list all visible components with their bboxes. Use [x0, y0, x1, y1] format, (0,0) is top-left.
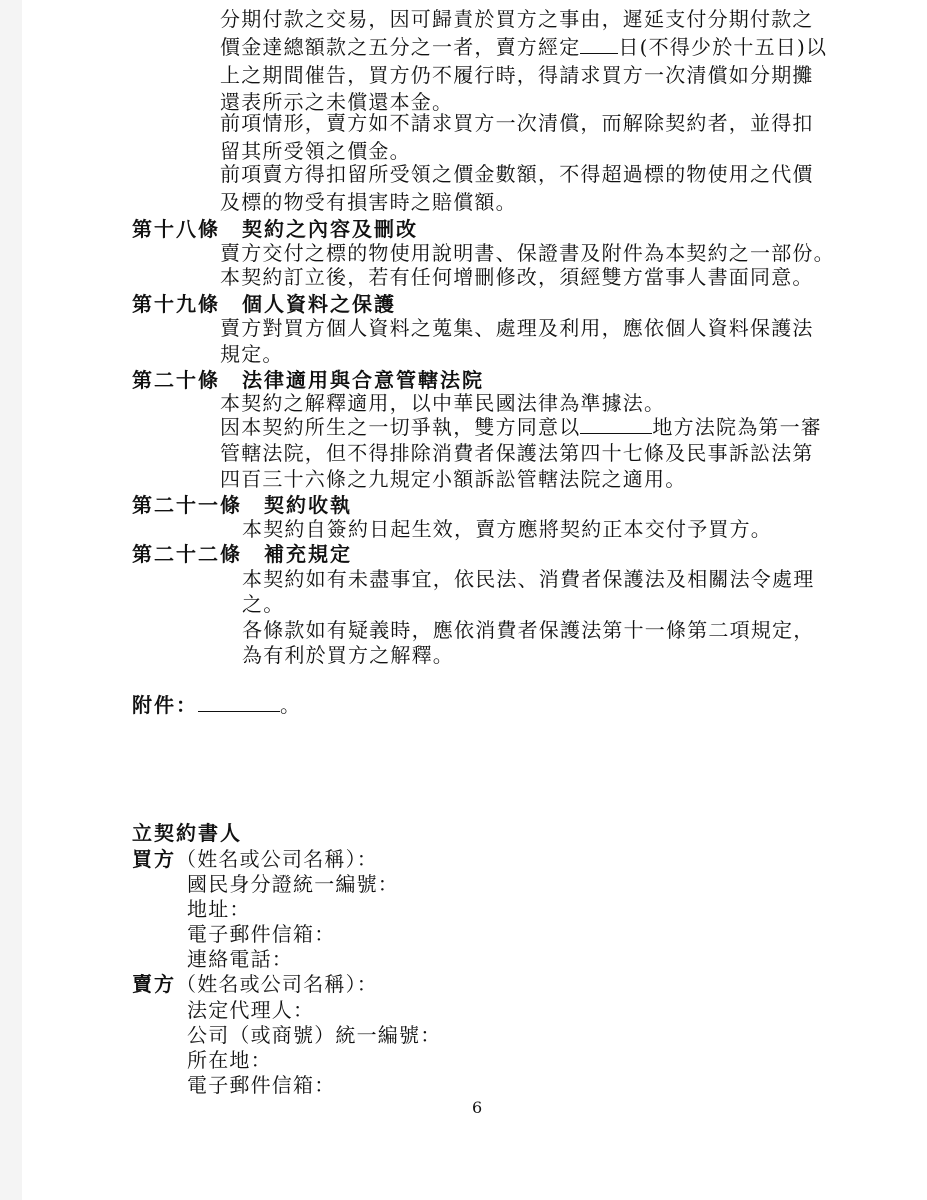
buyer-id-label: 國民身分證統一編號：	[187, 872, 399, 896]
paragraph-line: 本契約之解釋適用，以中華民國法律為準據法。	[220, 391, 666, 415]
article-20-heading: 第二十條 法律適用與合意管轄法院	[132, 368, 484, 392]
paragraph-line: 本契約訂立後，若有任何增刪修改，須經雙方當事人書面同意。	[220, 265, 814, 289]
paragraph-line: 前項賣方得扣留所受領之價金數額，不得超過標的物使用之代價	[220, 162, 814, 186]
buyer-label: 買方	[132, 847, 176, 871]
paragraph-line: 賣方交付之標的物使用說明書、保證書及附件為本契約之一部份。	[220, 241, 835, 265]
seller-id-label: 公司（或商號）統一編號：	[187, 1023, 442, 1047]
seller-line	[132, 971, 378, 997]
buyer-address-label: 地址：	[187, 897, 251, 921]
paragraph-line: 各條款如有疑義時，應依消費者保護法第十一條第二項規定，	[242, 618, 815, 642]
paragraph-line: 及標的物受有損害時之賠償額。	[220, 190, 517, 214]
seller-label: 賣方	[132, 972, 176, 996]
paragraph-line: 四百三十六條之九規定小額訴訟管轄法院之適用。	[220, 467, 687, 491]
text-segment: 地方法院為第一審	[652, 415, 823, 439]
article-22-heading: 第二十二條 補充規定	[132, 542, 352, 566]
seller-agent-label: 法定代理人：	[187, 998, 315, 1022]
buyer-phone-label: 連絡電話：	[187, 947, 293, 971]
text-segment: 價金達總額款之五分之一者，賣方經定	[220, 35, 581, 59]
paragraph-line	[220, 414, 822, 440]
paragraph-line: 賣方對買方個人資料之蒐集、處理及利用，應依個人資料保護法	[220, 316, 814, 340]
attachment-line	[132, 692, 302, 718]
paragraph-line: 規定。	[220, 342, 284, 366]
article-21-heading: 第二十一條 契約收執	[132, 493, 352, 517]
fill-in-blank-attachment	[198, 693, 280, 712]
paragraph-line: 留其所受領之價金。	[220, 139, 411, 163]
paragraph-line: 上之期間催告，買方仍不履行時，得請求買方一次清償如分期攤	[220, 63, 814, 87]
fill-in-blank-days	[580, 35, 618, 54]
paragraph-line: 為有利於買方之解釋。	[242, 643, 454, 667]
text-segment: 因本契約所生之一切爭執，雙方同意以	[220, 415, 581, 439]
paragraph-line: 分期付款之交易，因可歸責於買方之事由，遲延支付分期付款之	[220, 7, 814, 31]
buyer-name-label: （姓名或公司名稱）：	[176, 847, 378, 871]
paragraph-line: 管轄法院，但不得排除消費者保護法第四十七條及民事訴訟法第	[220, 441, 814, 465]
buyer-line	[132, 846, 378, 872]
signatories-title: 立契約書人	[132, 821, 242, 845]
seller-name-label: （姓名或公司名稱）：	[176, 972, 378, 996]
paragraph-line: 前項情形，賣方如不請求買方一次清償，而解除契約者，並得扣	[220, 111, 814, 135]
paragraph-line	[220, 34, 827, 60]
paragraph-line: 之。	[242, 592, 285, 616]
fill-in-blank-court	[580, 415, 652, 434]
paragraph-line: 還表所示之未償還本金。	[220, 90, 454, 114]
article-18-heading: 第十八條 契約之內容及刪改	[132, 217, 418, 241]
seller-email-label: 電子郵件信箱：	[187, 1073, 336, 1097]
paragraph-line: 本契約如有未盡事宜，依民法、消費者保護法及相關法令處理	[242, 567, 815, 591]
article-19-heading: 第十九條 個人資料之保護	[132, 292, 396, 316]
attachment-label: 附件：	[132, 693, 198, 717]
seller-location-label: 所在地：	[187, 1048, 272, 1072]
paragraph-line: 本契約自簽約日起生效，賣方應將契約正本交付予買方。	[242, 517, 772, 541]
page-number: 6	[472, 1098, 483, 1117]
buyer-email-label: 電子郵件信箱：	[187, 922, 336, 946]
text-segment: 日(不得少於十五日)以	[618, 35, 828, 59]
document-page	[22, 0, 927, 1200]
attachment-end: 。	[280, 693, 302, 717]
